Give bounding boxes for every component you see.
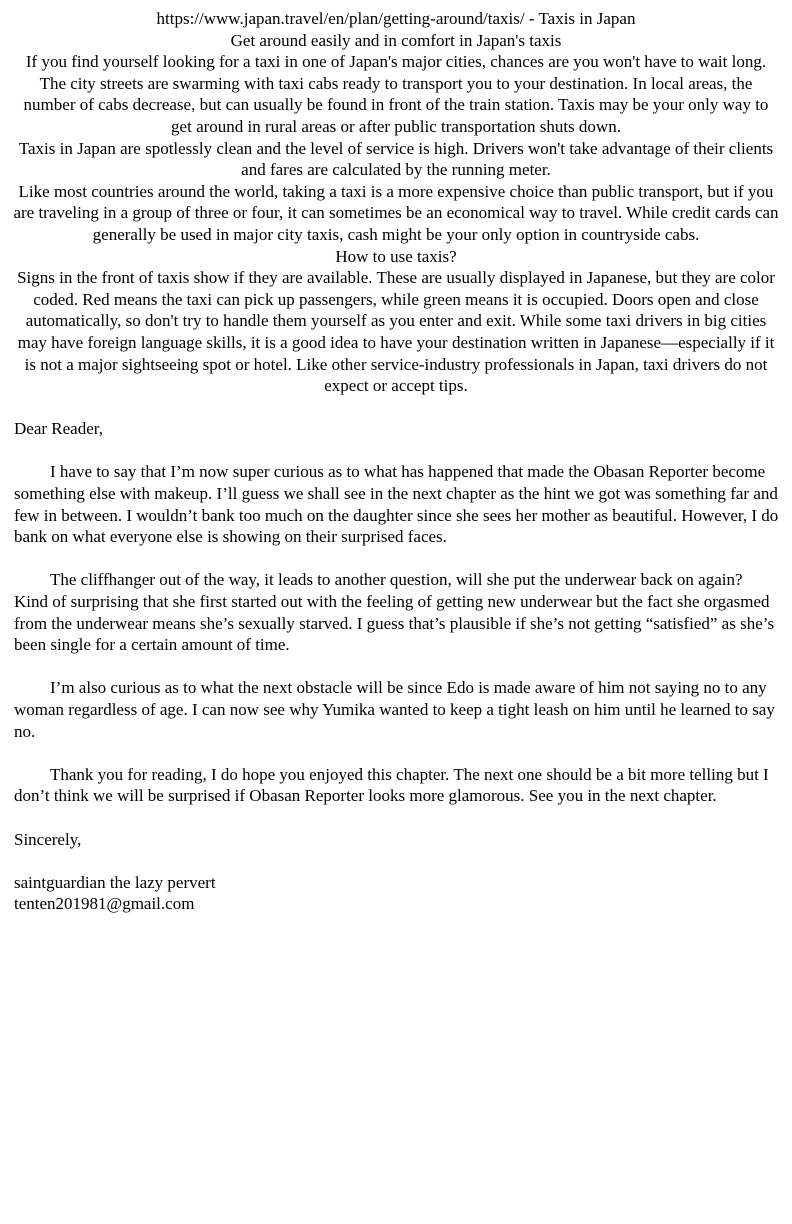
source-paragraph: Like most countries around the world, taking a taxi is a more expensive choice than public transport, but if you are traveling in a group of three or four, it can sometimes be an economical way to travel. While credit cards can generally be used in major city taxis, cash might be your only option in countryside cabs. bbox=[13, 181, 779, 244]
document-page bbox=[0, 8, 792, 915]
source-header: https://www.japan.travel/en/plan/getting-around/taxis/ - Taxis in Japan bbox=[156, 9, 636, 28]
letter-paragraph: Thank you for reading, I do hope you enjoyed this chapter. The next one should be a bit more telling but I don’t think we will be surprised if Obasan Reporter looks more glamorous. See you in the next chapter. bbox=[14, 764, 769, 806]
source-excerpt bbox=[0, 8, 792, 397]
letter-email: tenten201981@gmail.com bbox=[14, 894, 195, 914]
section-heading: How to use taxis? bbox=[335, 246, 457, 266]
source-paragraph: Taxis in Japan are spotlessly clean and the level of service is high. Drivers won't take advantage of their clients and fares are calculated by the running meter. bbox=[18, 138, 774, 180]
source-paragraph: If you find yourself looking for a taxi in one of Japan's major cities, chances are you won't have to wait long. The city streets are swarming with taxi cabs ready to transport you to your destination. In local areas, the number of cabs decrease, but can usually be found in front of the train station. Taxis may be your only way to get around in rural areas or after public transportation shuts down. bbox=[23, 52, 769, 136]
letter-paragraph: The cliffhanger out of the way, it leads to another question, will she put the underwear back on again? Kind of surprising that she first started out with the feeling of getting new underwear but the fact she orgasmed from the underwear means she’s sexually starved. I guess that’s plausible if she’s not getting “satisfied” as she’s been single for a certain amount of time. bbox=[14, 570, 775, 655]
letter-closing: Sincerely, bbox=[14, 829, 82, 849]
letter-paragraph: I have to say that I’m now super curious as to what has happened that made the Obasan Reporter become something else with makeup. I’ll guess we shall see in the next chapter as the hint we got was something far and few in between. I wouldn’t bank too much on the daughter since she sees her mother as beautiful. However, I do bank on what everyone else is showing on their surprised faces. bbox=[14, 462, 779, 547]
letter-paragraph: I’m also curious as to what the next obstacle will be since Edo is made aware of him not saying no to any woman regardless of age. I can now see why Yumika wanted to keep a tight leash on him until he learned to say no. bbox=[14, 678, 775, 741]
letter-greeting: Dear Reader, bbox=[14, 419, 103, 439]
letter-signature: saintguardian the lazy pervert bbox=[14, 872, 216, 892]
section-paragraph: Signs in the front of taxis show if they are available. These are usually displayed in Japanese, but they are color coded. Red means the taxi can pick up passengers, while green means it is occupied. Doors open and close automatically, so don't try to handle them yourself as you enter and exit. While some taxi drivers in big cities may have foreign language skills, it is a good idea to have your destination written in Japanese—especially if it is not a major sightseeing spot or hotel. Like other service-industry professionals in Japan, taxi drivers do not expect or accept tips. bbox=[17, 268, 775, 396]
letter bbox=[0, 418, 792, 915]
source-subtitle: Get around easily and in comfort in Japan's taxis bbox=[230, 30, 562, 50]
